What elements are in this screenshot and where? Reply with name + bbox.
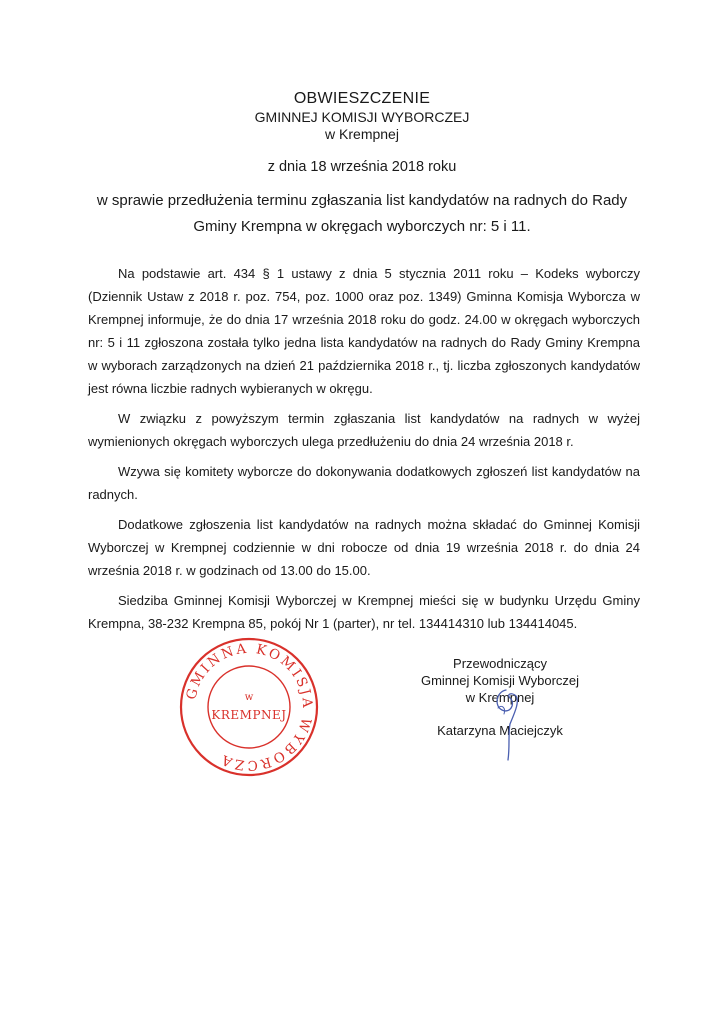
issuing-place: w Krempnej [325,126,399,142]
handwritten-signature [476,684,536,764]
document-title: OBWIESZCZENIE [293,90,431,107]
stamp-inner-ring [208,666,290,748]
body-paragraph: Na podstawie art. 434 § 1 ustawy z dnia 5 stycznia 2011 roku – Kodeks wyborczy (Dziennik Ustaw z 2018 r. poz. 754, poz. 1000 oraz poz. 1349) Gminna Komisja Wyborcza w Krempnej informuje, że do dnia 17 września 2018 roku do godz. 24.00 w okręgach wyborczych nr: 5 i 11 zgłoszona została tylko jedna lista kandydatów na radnych do Rady Gminy Krempna w wyborach zarządzonych na dzień 21 października 2018 r., tj. liczba zgłoszonych kandydatów jest równa liczbie radnych wybieranych w okręgu. [88,266,640,396]
document-date: z dnia 18 września 2018 roku [267,159,457,175]
document-subject [60,188,664,240]
signatory-place: w Krempnej [465,690,535,705]
official-stamp [178,636,320,778]
stamp-ring-text: GMINNA KOMISJA WYBORCZA [183,640,316,774]
subject-line-2: Gminy Krempna w okręgach wyborczych nr: 5 i 11. [193,218,531,235]
document-body [88,262,640,642]
stamp-center-top: w [244,692,254,703]
signatory-name: Katarzyna Maciejczyk [437,723,563,738]
subject-line-1: w sprawie przedłużenia terminu zgłaszania list kandydatów na radnych do Rady [96,192,628,209]
stamp-center-main: KREMPNEJ [211,708,287,722]
body-paragraph: W związku z powyższym termin zgłaszania list kandydatów na radnych w wyżej wymienionych okręgach wyborczych ulega przedłużeniu do dnia 24 września 2018 r. [88,411,640,449]
body-paragraph: Dodatkowe zgłoszenia list kandydatów na radnych można składać do Gminnej Komisji Wyborczej w Krempnej codziennie w dni robocze od dnia 19 września 2018 r. do dnia 24 września 2018 r. w godzinach od 13.00 do 15.00. [88,517,640,578]
signatory-body: Gminnej Komisji Wyborczej [420,673,580,688]
body-paragraph: Wzywa się komitety wyborcze do dokonywania dodatkowych zgłoszeń list kandydatów na radnych. [88,464,640,502]
stamp-outer-ring [181,639,317,775]
issuing-body: GMINNEJ KOMISJI WYBORCZEJ [254,109,470,125]
signatory-role: Przewodniczący [453,656,547,671]
body-paragraph: Siedziba Gminnej Komisji Wyborczej w Krempnej mieści się w budynku Urzędu Gminy Krempna, 38-232 Krempna 85, pokój Nr 1 (parter), nr tel. 134414310 lub 134414045. [88,593,640,631]
